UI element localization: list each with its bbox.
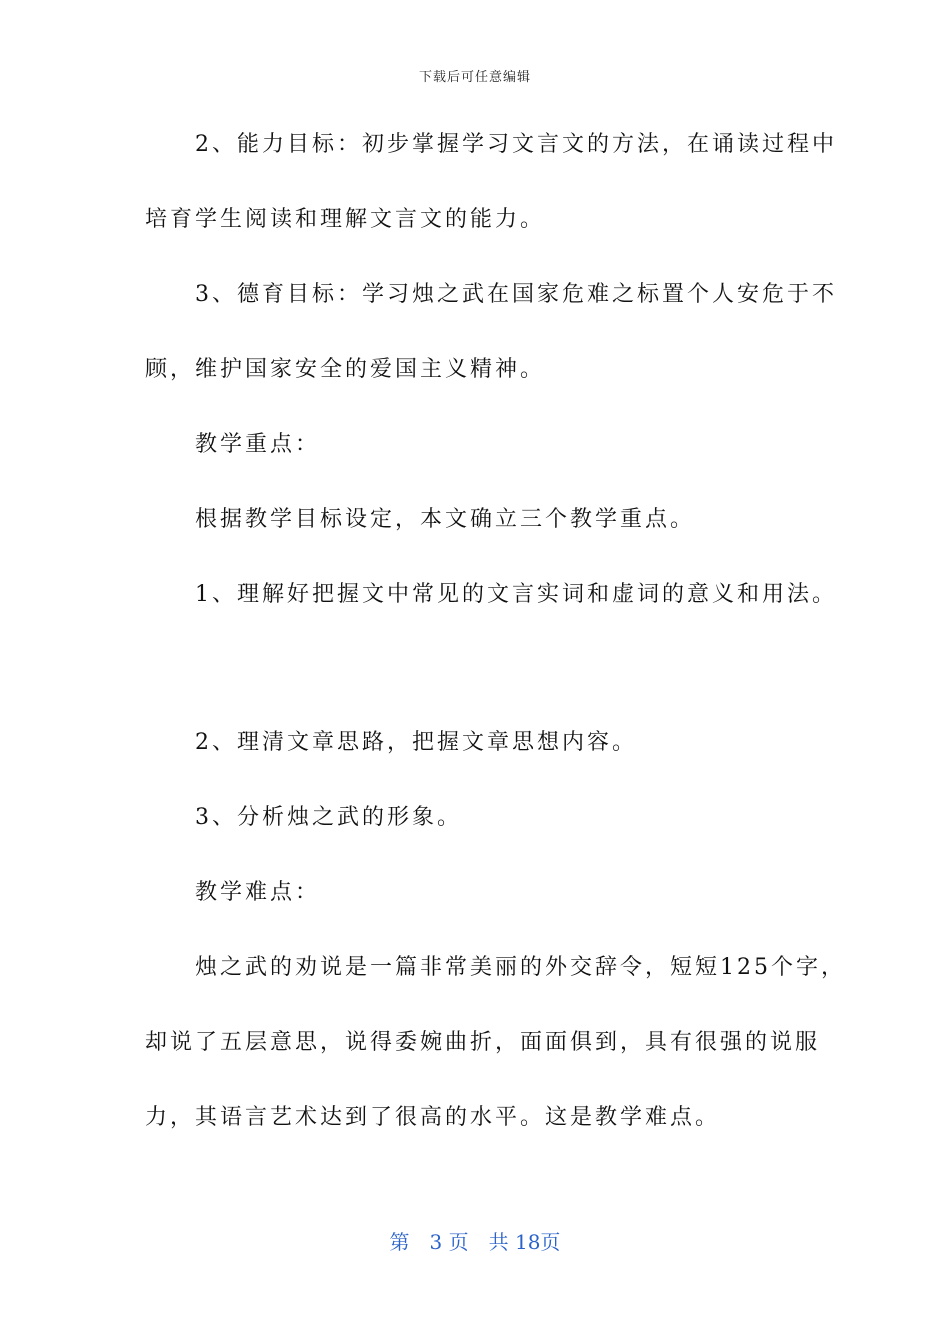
- page-number-footer: 第 3 页 共 18页: [389, 1230, 561, 1254]
- key-points-intro: 根据教学目标设定，本文确立三个教学重点。: [145, 507, 696, 532]
- key-point-1: 1、理解好把握文中常见的文言实词和虚词的意义和用法。: [145, 582, 837, 607]
- difficulty-line-1: 烛之武的劝说是一篇非常美丽的外交辞令，短短125个字，: [145, 955, 846, 980]
- key-points-heading: 教学重点：: [145, 432, 321, 457]
- page-header: 下载后可任意编辑: [418, 70, 531, 85]
- ability-goal-line-1: 2、能力目标：初步掌握学习文言文的方法，在诵读过程中: [145, 132, 837, 157]
- key-point-2: 2、理清文章思路，把握文章思想内容。: [145, 730, 637, 755]
- moral-goal-line-2: 顾，维护国家安全的爱国主义精神。: [145, 357, 546, 382]
- difficulty-heading: 教学难点：: [145, 880, 321, 905]
- moral-goal-line-1: 3、德育目标：学习烛之武在国家危难之标置个人安危于不: [145, 282, 837, 307]
- difficulty-line-3: 力，其语言艺术达到了很高的水平。这是教学难点。: [145, 1105, 721, 1130]
- difficulty-line-2: 却说了五层意思，说得委婉曲折，面面俱到，具有很强的说服: [145, 1030, 821, 1055]
- key-point-3: 3、分析烛之武的形象。: [145, 805, 462, 830]
- ability-goal-line-2: 培育学生阅读和理解文言文的能力。: [145, 207, 546, 232]
